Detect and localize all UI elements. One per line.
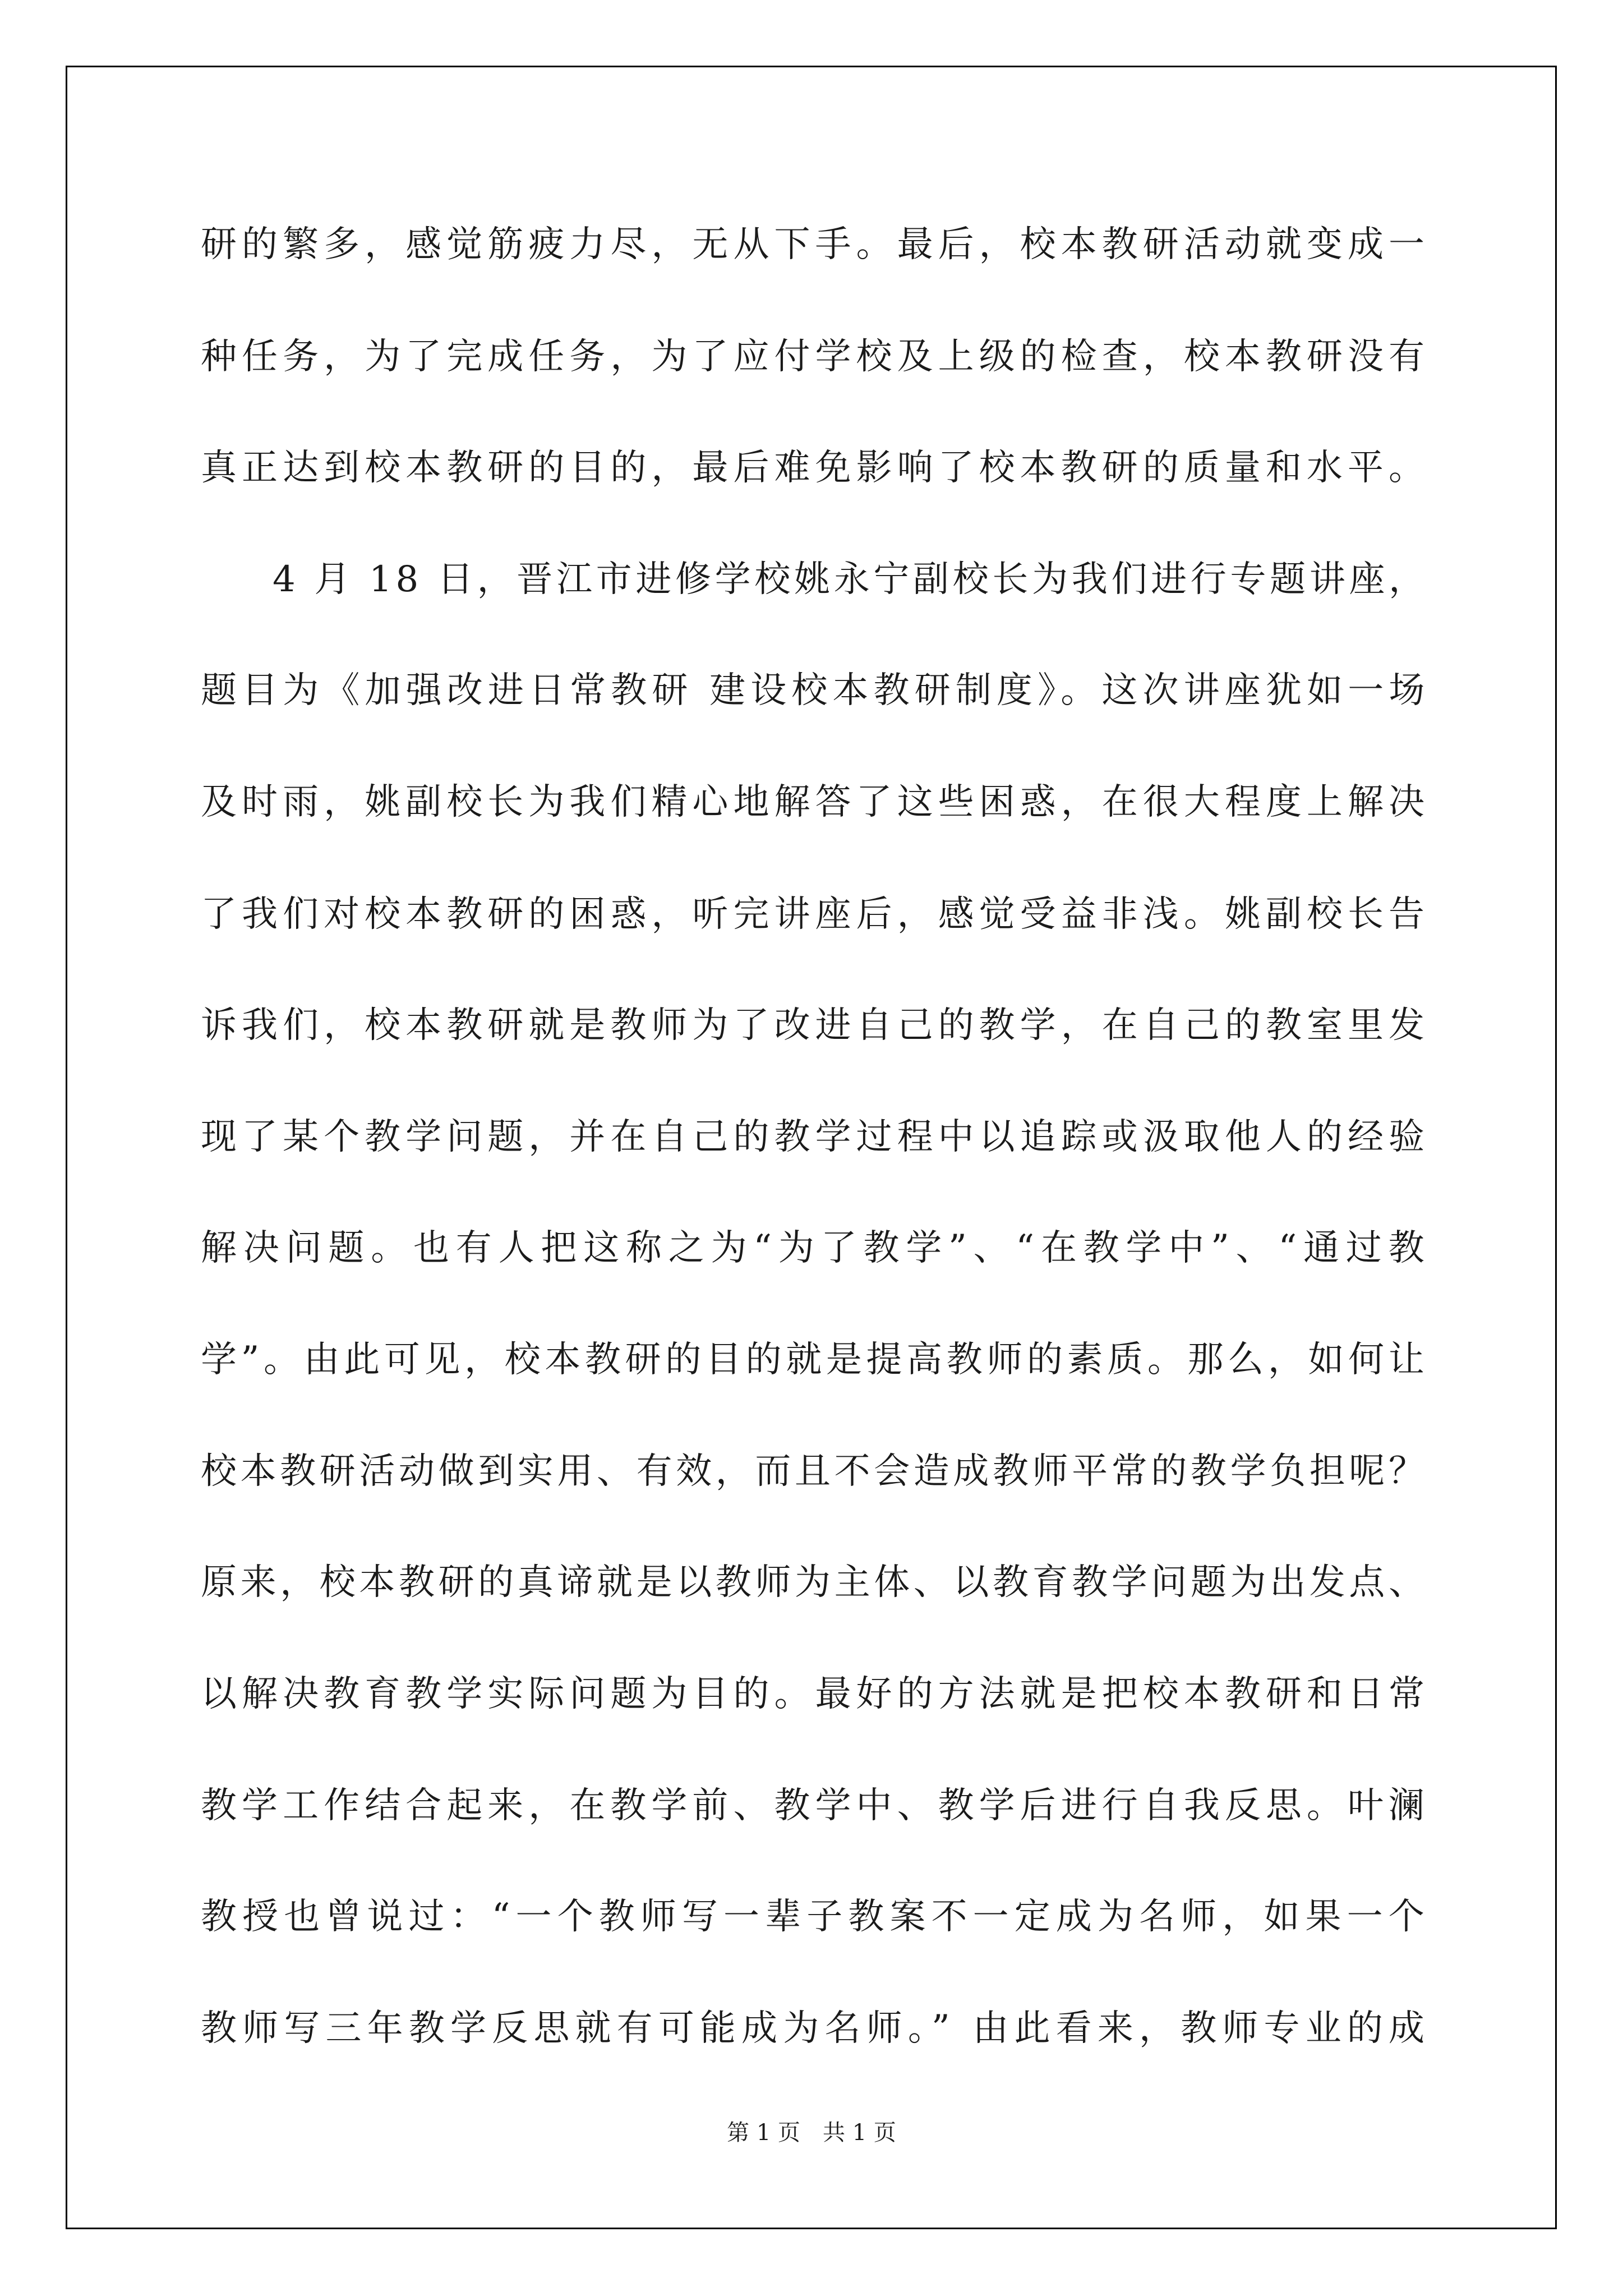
page-number-footer: 第 1 页 共 1 页 (727, 2120, 896, 2146)
text-line: 诉我们，校本教研就是教师为了改进自己的教学，在自己的教室里发 (201, 1005, 1430, 1046)
text-line: 以解决教育教学实际问题为目的。最好的方法就是把校本教研和日常 (201, 1673, 1430, 1715)
text-line-paragraph-start: 4 月 18 日，晋江市进修学校姚永宁副校长为我们进行专题讲座， (273, 559, 1428, 600)
text-line: 了我们对校本教研的困惑，听完讲座后，感觉受益非浅。姚副校长告 (201, 894, 1430, 935)
text-line: 学”。由此可见，校本教研的目的就是提高教师的素质。那么，如何让 (201, 1339, 1429, 1381)
text-line: 现了某个教学问题，并在自己的教学过程中以追踪或汲取他人的经验 (201, 1116, 1430, 1158)
text-line: 教学工作结合起来，在教学前、教学中、教学后进行自我反思。叶澜 (201, 1785, 1430, 1826)
text-line: 题目为《加强改进日常教研 建设校本教研制度》。这次讲座犹如一场 (201, 670, 1430, 711)
text-line: 及时雨，姚副校长为我们精心地解答了这些困惑，在很大程度上解决 (201, 781, 1430, 823)
text-line: 解决问题。也有人把这称之为“为了教学”、“在教学中”、“通过教 (201, 1227, 1431, 1269)
text-line: 教师写三年教学反思就有可能成为名师。” 由此看来，教师专业的成 (201, 2008, 1431, 2049)
text-line: 校本教研活动做到实用、有效，而且不会造成教师平常的教学负担呢？ (201, 1451, 1428, 1492)
text-line: 种任务，为了完成任务，为了应付学校及上级的检查，校本教研没有 (201, 336, 1430, 378)
text-line: 原来，校本教研的真谛就是以教师为主体、以教育教学问题为出发点、 (201, 1562, 1428, 1603)
text-line: 教授也曾说过：“一个教师写一辈子教案不一定成为名师，如果一个 (201, 1896, 1430, 1938)
text-line: 研的繁多，感觉筋疲力尽，无从下手。最后，校本教研活动就变成一 (201, 224, 1430, 265)
text-line: 真正达到校本教研的目的，最后难免影响了校本教研的质量和水平。 (201, 447, 1430, 489)
